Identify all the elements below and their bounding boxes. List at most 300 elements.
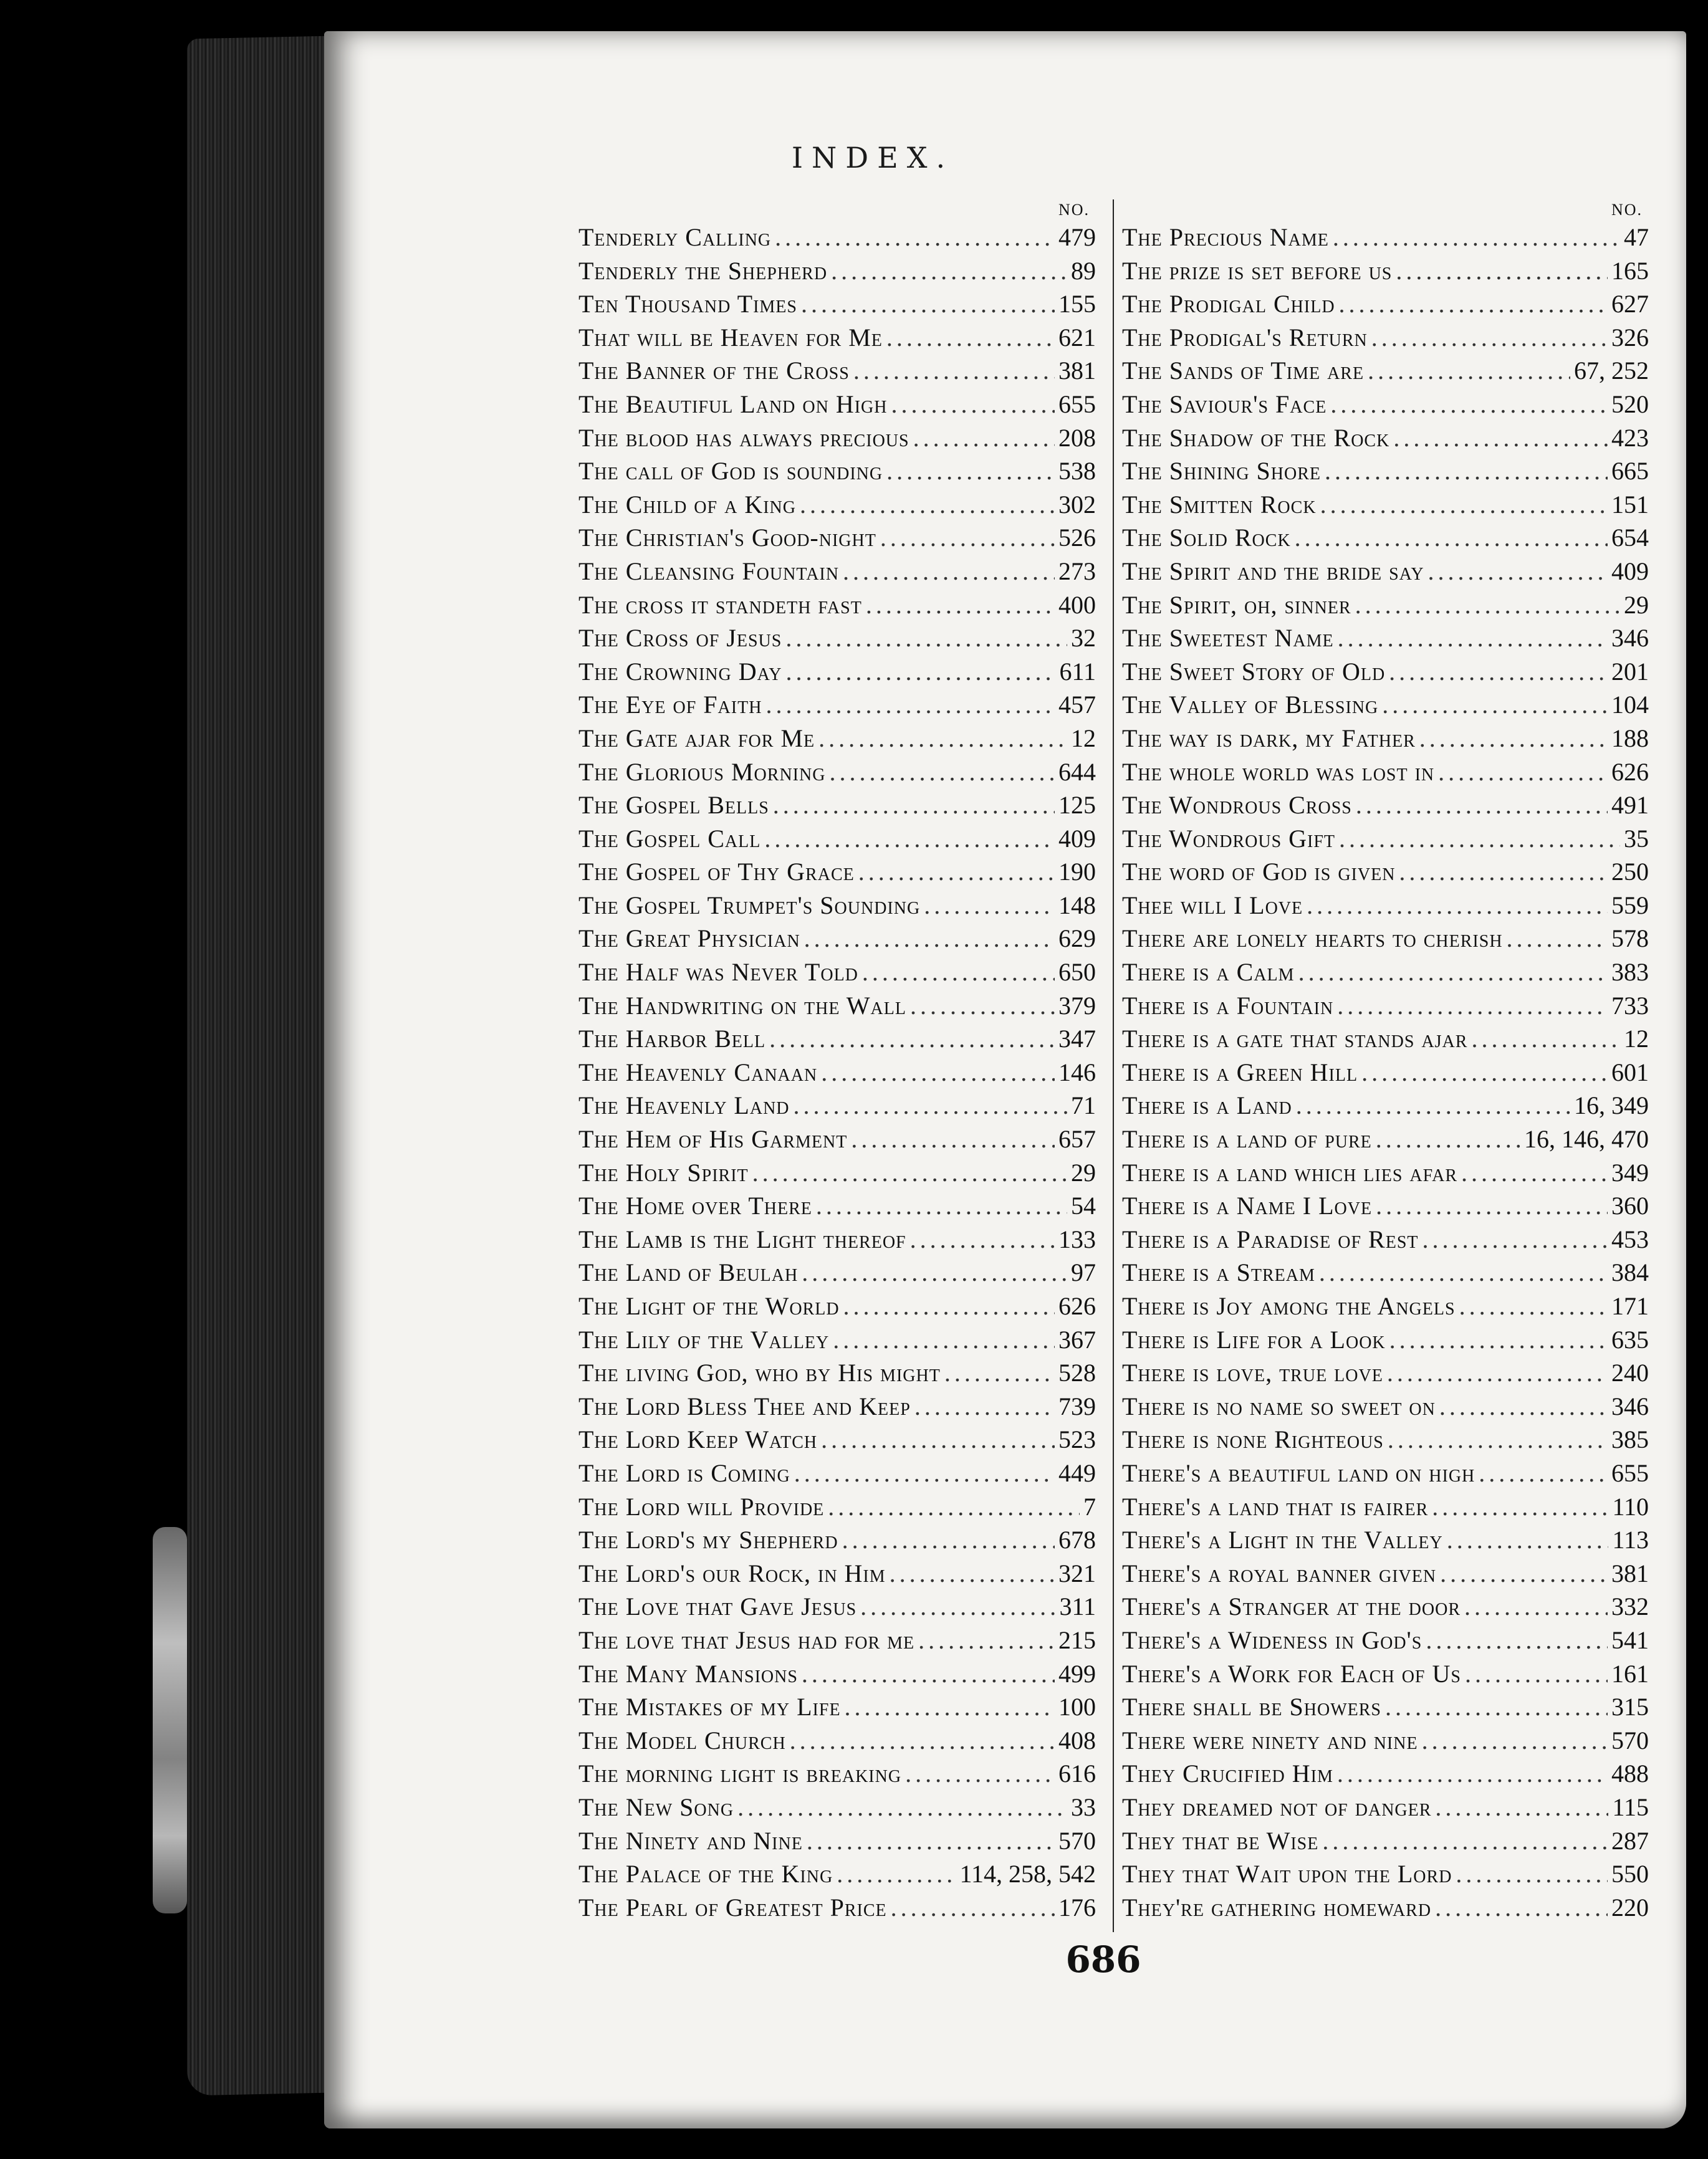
index-entry — [1122, 388, 1649, 421]
index-entry — [1122, 955, 1649, 989]
index-entry — [578, 1490, 1096, 1524]
entry-number: 315 — [1611, 1693, 1649, 1721]
dot-leader — [924, 889, 1055, 922]
index-entry — [1122, 1457, 1649, 1490]
entry-title: The Holy Spirit — [578, 1158, 749, 1187]
dot-leader — [890, 1557, 1055, 1591]
dot-leader — [1422, 1724, 1608, 1758]
index-entry — [1122, 1824, 1649, 1858]
index-entry-list — [578, 221, 1096, 1924]
dot-leader — [1339, 822, 1620, 856]
entry-title: They that Wait upon the Lord — [1122, 1860, 1452, 1889]
index-entry — [578, 1323, 1096, 1357]
index-entry — [1122, 454, 1649, 488]
entry-title: Tenderly Calling — [578, 223, 772, 251]
entry-title: The Lord's our Rock, in Him — [578, 1559, 886, 1587]
dot-leader — [1320, 488, 1608, 522]
entry-title: They dreamed not of danger — [1122, 1793, 1432, 1821]
dot-leader — [1479, 1457, 1608, 1490]
index-entry — [578, 588, 1096, 622]
index-entry — [1122, 287, 1649, 321]
entry-number: 29 — [1624, 590, 1649, 619]
dot-leader — [1507, 922, 1608, 955]
entry-number: 360 — [1611, 1192, 1649, 1220]
entry-title: The Gospel Trumpet's Sounding — [578, 891, 921, 919]
entry-title: The Spirit and the bride say — [1122, 557, 1424, 585]
dot-leader — [802, 1657, 1055, 1691]
entry-number: 155 — [1058, 290, 1096, 318]
entry-number: 115 — [1612, 1793, 1649, 1821]
entry-title: The Heavenly Canaan — [578, 1058, 818, 1086]
entry-title: They Crucified Him — [1122, 1759, 1333, 1788]
entry-number: 550 — [1611, 1860, 1649, 1889]
entry-number: 611 — [1059, 657, 1096, 686]
index-entry — [1122, 1423, 1649, 1457]
index-entry — [578, 321, 1096, 355]
entry-title: The Precious Name — [1122, 223, 1329, 251]
dot-leader — [804, 922, 1055, 955]
entry-title: The New Song — [578, 1793, 734, 1821]
entry-title: The Christian's Good-night — [578, 524, 876, 552]
entry-title: There's a land that is fairer — [1122, 1492, 1429, 1521]
dot-leader — [1361, 1056, 1608, 1089]
dot-leader — [829, 755, 1055, 789]
entry-title: The Lord Bless Thee and Keep — [578, 1392, 911, 1420]
dot-leader — [1465, 1657, 1608, 1691]
index-entry — [1122, 421, 1649, 455]
index-entry — [578, 1724, 1096, 1758]
entry-title: The Love that Gave Jesus — [578, 1592, 857, 1621]
entry-number: 113 — [1612, 1526, 1649, 1554]
dot-leader — [1471, 1022, 1620, 1056]
entry-title: The love that Jesus had for me — [578, 1625, 915, 1654]
entry-title: The Valley of Blessing — [1122, 691, 1379, 719]
entry-title: The Light of the World — [578, 1292, 840, 1320]
index-entry — [1122, 1290, 1649, 1323]
entry-number: 409 — [1611, 557, 1649, 585]
entry-title: The Gospel Bells — [578, 791, 769, 820]
index-entry — [1122, 688, 1649, 722]
index-entry — [578, 1791, 1096, 1824]
dot-leader — [910, 1223, 1055, 1257]
entry-title: The Palace of the King — [578, 1860, 833, 1889]
index-entry — [1122, 1757, 1649, 1791]
worn-binding-edge — [153, 1527, 187, 1913]
index-entry — [578, 1123, 1096, 1156]
index-entry — [578, 1590, 1096, 1624]
entry-number: 635 — [1611, 1325, 1649, 1354]
index-entry — [578, 1390, 1096, 1424]
dot-leader — [1376, 1189, 1608, 1223]
dot-leader — [737, 1791, 1067, 1824]
index-entry — [1122, 1356, 1649, 1390]
entry-number: 488 — [1611, 1759, 1649, 1788]
entry-number: 541 — [1611, 1625, 1649, 1654]
index-entry — [1122, 855, 1649, 889]
index-entry — [1122, 1123, 1649, 1156]
index-entry — [1122, 354, 1649, 388]
dot-leader — [913, 421, 1055, 455]
dot-leader — [1376, 1123, 1520, 1156]
index-entry — [1122, 1657, 1649, 1691]
dot-leader — [1296, 1089, 1570, 1123]
entry-title: There is none Righteous — [1122, 1425, 1384, 1454]
entry-number: 71 — [1071, 1091, 1096, 1120]
index-entry — [578, 1256, 1096, 1290]
entry-number: 311 — [1059, 1592, 1096, 1621]
index-entry — [1122, 1891, 1649, 1925]
index-entry-list — [1122, 221, 1649, 1924]
entry-title: There is a Paradise of Rest — [1122, 1225, 1419, 1253]
entry-number: 332 — [1611, 1592, 1649, 1621]
index-entry — [578, 1189, 1096, 1223]
index-entry — [1122, 1724, 1649, 1758]
entry-title: There's a Wideness in God's — [1122, 1625, 1423, 1654]
entry-number: 215 — [1058, 1625, 1096, 1654]
index-entry — [578, 287, 1096, 321]
dot-leader — [858, 855, 1055, 889]
dot-leader — [794, 1457, 1055, 1490]
dot-leader — [769, 1022, 1055, 1056]
index-entry — [578, 388, 1096, 421]
index-entry — [1122, 655, 1649, 689]
index-entry — [1122, 1490, 1649, 1524]
index-entry — [1122, 822, 1649, 856]
index-entry — [1122, 889, 1649, 922]
number-column-header: NO. — [1611, 201, 1643, 219]
entry-number: 528 — [1058, 1359, 1096, 1387]
entry-title: There is a Calm — [1122, 958, 1295, 987]
index-entry — [1122, 1256, 1649, 1290]
entry-title: The Lamb is the Light thereof — [578, 1225, 906, 1253]
index-entry — [578, 1457, 1096, 1490]
dot-leader — [918, 1624, 1055, 1657]
entry-title: The Handwriting on the Wall — [578, 991, 906, 1020]
index-entry — [1122, 1624, 1649, 1657]
entry-number: 479 — [1058, 223, 1096, 251]
dot-leader — [1389, 655, 1608, 689]
entry-number: 381 — [1058, 357, 1096, 385]
entry-title: There is love, true love — [1122, 1359, 1383, 1387]
entry-number: 499 — [1058, 1659, 1096, 1688]
dot-leader — [1440, 1557, 1608, 1591]
entry-title: The Wondrous Gift — [1122, 824, 1336, 853]
entry-number: 616 — [1058, 1759, 1096, 1788]
entry-number: 29 — [1071, 1158, 1096, 1187]
entry-number: 408 — [1058, 1726, 1096, 1754]
dot-leader — [1432, 1490, 1608, 1524]
dot-leader — [1399, 855, 1608, 889]
dot-leader — [1447, 1523, 1609, 1557]
page-number: 686 — [1065, 1938, 1141, 1981]
entry-title: There is a Stream — [1122, 1258, 1315, 1287]
dot-leader — [886, 321, 1055, 355]
dot-leader — [1325, 454, 1608, 488]
entry-number: 240 — [1611, 1359, 1649, 1387]
entry-number: 16, 146, 470 — [1524, 1125, 1649, 1154]
entry-title: The Child of a King — [578, 490, 796, 519]
entry-title: The Half was Never Told — [578, 958, 858, 987]
entry-title: There is no name so sweet on — [1122, 1392, 1436, 1420]
dot-leader — [1435, 1791, 1608, 1824]
dot-leader — [944, 1356, 1055, 1390]
dot-leader — [1298, 955, 1608, 989]
index-entry — [578, 1423, 1096, 1457]
entry-number: 97 — [1071, 1258, 1096, 1287]
entry-title: The prize is set before us — [1122, 256, 1393, 285]
entry-title: The Lily of the Valley — [578, 1325, 830, 1354]
index-column-right — [1122, 199, 1649, 1924]
entry-number: 657 — [1058, 1125, 1096, 1154]
index-entry — [578, 254, 1096, 288]
dot-leader — [910, 989, 1055, 1023]
entry-title: There is a land of pure — [1122, 1125, 1372, 1154]
index-entry — [1122, 1523, 1649, 1557]
entry-number: 626 — [1058, 1292, 1096, 1320]
index-entry — [578, 1891, 1096, 1925]
index-entry — [578, 1757, 1096, 1791]
entry-title: There's a Stranger at the door — [1122, 1592, 1461, 1621]
entry-number: 171 — [1611, 1292, 1649, 1320]
dot-leader — [1389, 1323, 1608, 1357]
index-entry — [578, 421, 1096, 455]
entry-number: 165 — [1611, 256, 1649, 285]
dot-leader — [773, 788, 1055, 822]
entry-title: The Lord's my Shepherd — [578, 1526, 838, 1554]
entry-number: 621 — [1058, 323, 1096, 352]
entry-title: There's a beautiful land on high — [1122, 1458, 1475, 1487]
entry-title: The Sweet Story of Old — [1122, 657, 1386, 686]
entry-number: 381 — [1611, 1559, 1649, 1587]
entry-title: There are lonely hearts to cherish — [1122, 924, 1503, 953]
dot-leader — [860, 1590, 1055, 1624]
index-entry — [578, 488, 1096, 522]
dot-leader — [837, 1857, 956, 1891]
dot-leader — [1356, 788, 1608, 822]
entry-number: 626 — [1611, 757, 1649, 786]
entry-number: 161 — [1611, 1659, 1649, 1688]
entry-title: The Harbor Bell — [578, 1025, 766, 1053]
entry-title: They that be Wise — [1122, 1826, 1319, 1855]
entry-number: 570 — [1058, 1826, 1096, 1855]
entry-number: 385 — [1611, 1425, 1649, 1454]
dot-leader — [1295, 521, 1608, 555]
index-entry — [1122, 555, 1649, 588]
dot-leader — [891, 388, 1055, 421]
index-entry — [578, 989, 1096, 1023]
index-entry — [578, 1824, 1096, 1858]
index-entry — [578, 955, 1096, 989]
entry-number: 449 — [1058, 1458, 1096, 1487]
entry-title: That will be Heaven for Me — [578, 323, 883, 352]
entry-number: 400 — [1058, 590, 1096, 619]
entry-title: The cross it standeth fast — [578, 590, 862, 619]
dot-leader — [1355, 588, 1620, 622]
entry-number: 423 — [1611, 423, 1649, 452]
entry-title: Tenderly the Shepherd — [578, 256, 828, 285]
column-divider — [1113, 199, 1114, 1932]
book-page-edges — [187, 36, 330, 2096]
index-entry — [1122, 1156, 1649, 1190]
index-entry — [578, 521, 1096, 555]
entry-title: The whole world was lost in — [1122, 757, 1435, 786]
dot-leader — [1456, 1857, 1608, 1891]
dot-leader — [765, 688, 1055, 722]
entry-number: 655 — [1611, 1458, 1649, 1487]
dot-leader — [790, 1724, 1055, 1758]
entry-title: The Lord Keep Watch — [578, 1425, 818, 1454]
entry-title: The Many Mansions — [578, 1659, 798, 1688]
dot-leader — [1419, 722, 1608, 755]
index-entry — [1122, 1189, 1649, 1223]
index-entry — [1122, 788, 1649, 822]
entry-title: There shall be Showers — [1122, 1693, 1382, 1721]
entry-title: The Smitten Rock — [1122, 490, 1317, 519]
entry-number: 346 — [1611, 1392, 1649, 1420]
index-entry — [578, 889, 1096, 922]
entry-title: The Gospel of Thy Grace — [578, 858, 855, 886]
entry-number: 384 — [1611, 1258, 1649, 1287]
entry-title: The Ninety and Nine — [578, 1826, 803, 1855]
dot-leader — [833, 1323, 1055, 1357]
index-entry — [578, 1089, 1096, 1123]
entry-number: 33 — [1071, 1793, 1096, 1821]
entry-number: 250 — [1611, 858, 1649, 886]
index-heading: INDEX. — [791, 141, 954, 175]
index-entry — [578, 354, 1096, 388]
entry-number: 287 — [1611, 1826, 1649, 1855]
index-entry — [578, 922, 1096, 955]
dot-leader — [816, 1189, 1067, 1223]
entry-number: 650 — [1058, 958, 1096, 987]
number-column-header: NO. — [1058, 201, 1090, 219]
entry-number: 665 — [1611, 457, 1649, 486]
entry-title: The living God, who by His might — [578, 1359, 941, 1387]
dot-leader — [851, 1123, 1055, 1156]
entry-number: 125 — [1058, 791, 1096, 820]
entry-title: The Hem of His Garment — [578, 1125, 848, 1154]
dot-leader — [1461, 1156, 1608, 1190]
entry-number: 54 — [1071, 1192, 1096, 1220]
index-entry — [1122, 1857, 1649, 1891]
index-entry — [1122, 1223, 1649, 1257]
entry-title: The Glorious Morning — [578, 757, 826, 786]
index-column-left — [578, 199, 1096, 1924]
entry-number: 47 — [1624, 223, 1649, 251]
entry-title: There is Life for a Look — [1122, 1325, 1386, 1354]
dot-leader — [862, 955, 1055, 989]
entry-title: The Gate ajar for Me — [578, 724, 815, 752]
dot-leader — [1333, 221, 1620, 254]
dot-leader — [801, 287, 1055, 321]
dot-leader — [1337, 989, 1608, 1023]
index-entry — [578, 1223, 1096, 1257]
entry-number: 559 — [1611, 891, 1649, 919]
entry-number: 208 — [1058, 423, 1096, 452]
entry-number: 601 — [1611, 1058, 1649, 1086]
entry-number: 326 — [1611, 323, 1649, 352]
entry-title: The Banner of the Cross — [578, 357, 850, 385]
index-entry — [578, 855, 1096, 889]
dot-leader — [775, 221, 1055, 254]
index-entry — [1122, 989, 1649, 1023]
entry-title: The Sweetest Name — [1122, 624, 1334, 653]
dot-leader — [1426, 1624, 1608, 1657]
dot-leader — [1459, 1290, 1608, 1323]
entry-title: The Gospel Call — [578, 824, 761, 853]
entry-title: There is a gate that stands ajar — [1122, 1025, 1468, 1053]
index-entry — [1122, 722, 1649, 755]
entry-title: The call of God is sounding — [578, 457, 883, 486]
dot-leader — [1438, 755, 1608, 789]
index-entry — [1122, 621, 1649, 655]
entry-title: There's a Light in the Valley — [1122, 1526, 1443, 1554]
index-entry — [578, 655, 1096, 689]
entry-title: The Cleansing Fountain — [578, 557, 839, 585]
entry-number: 526 — [1058, 524, 1096, 552]
dot-leader — [1388, 1423, 1608, 1457]
index-entry — [578, 688, 1096, 722]
entry-title: The Solid Rock — [1122, 524, 1291, 552]
dot-leader — [764, 822, 1055, 856]
entry-number: 104 — [1611, 691, 1649, 719]
dot-leader — [1435, 1891, 1608, 1925]
entry-number: 12 — [1071, 724, 1096, 752]
entry-number: 629 — [1058, 924, 1096, 953]
entry-number: 523 — [1058, 1425, 1096, 1454]
entry-title: The Cross of Jesus — [578, 624, 782, 653]
entry-title: There is a Land — [1122, 1091, 1292, 1120]
dot-leader — [794, 1089, 1067, 1123]
index-entry — [1122, 521, 1649, 555]
dot-leader — [1396, 254, 1608, 288]
entry-number: 409 — [1058, 824, 1096, 853]
index-entry — [578, 1356, 1096, 1390]
dot-leader — [1307, 889, 1608, 922]
entry-number: 32 — [1071, 624, 1096, 653]
entry-title: The Land of Beulah — [578, 1258, 799, 1287]
entry-number: 644 — [1058, 757, 1096, 786]
entry-number: 302 — [1058, 490, 1096, 519]
entry-title: There were ninety and nine — [1122, 1726, 1418, 1754]
index-entry — [578, 1056, 1096, 1089]
entry-title: There is a Name I Love — [1122, 1192, 1373, 1220]
entry-title: There is a Fountain — [1122, 991, 1334, 1020]
entry-number: 201 — [1611, 657, 1649, 686]
entry-title: The Prodigal Child — [1122, 290, 1335, 318]
entry-number: 7 — [1083, 1492, 1096, 1521]
dot-leader — [802, 1256, 1067, 1290]
dot-leader — [886, 454, 1055, 488]
entry-title: Ten Thousand Times — [578, 290, 797, 318]
index-entry — [578, 755, 1096, 789]
entry-title: The word of God is given — [1122, 858, 1396, 886]
entry-number: 655 — [1058, 390, 1096, 418]
entry-number: 35 — [1624, 824, 1649, 853]
entry-number: 538 — [1058, 457, 1096, 486]
entry-number: 570 — [1611, 1726, 1649, 1754]
index-entry — [1122, 1791, 1649, 1824]
dot-leader — [1464, 1590, 1608, 1624]
index-entry — [578, 621, 1096, 655]
entry-title: The Pearl of Greatest Price — [578, 1893, 887, 1922]
dot-leader — [786, 655, 1056, 689]
index-entry — [1122, 1557, 1649, 1591]
entry-title: The Sands of Time are — [1122, 357, 1365, 385]
entry-number: 349 — [1611, 1158, 1649, 1187]
dot-leader — [843, 555, 1055, 588]
entry-number: 100 — [1058, 1693, 1096, 1721]
